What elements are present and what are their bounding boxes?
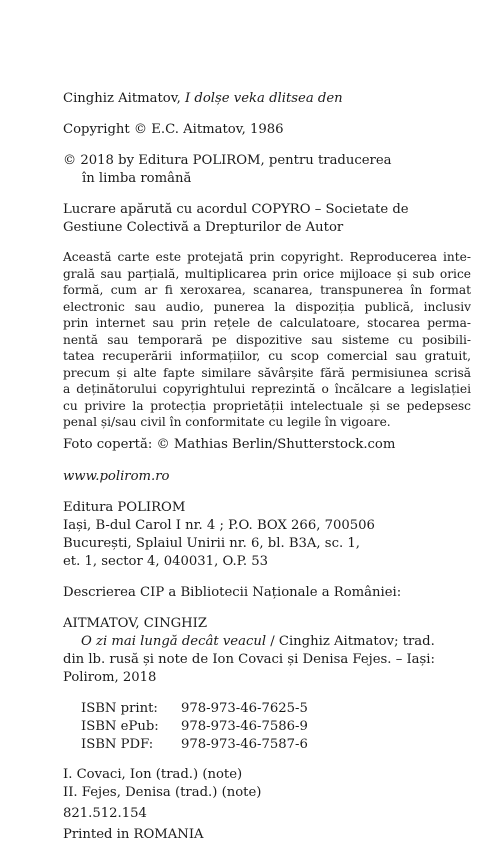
notice-line: precum și alte fapte similare săvârșite fără permisiunea scrisă (63, 365, 471, 380)
cip-author-entry: AITMATOV, CINGHIZ (63, 616, 208, 631)
website-link[interactable]: www.polirom.ro (63, 469, 170, 484)
original-author: Cinghiz Aitmatov, (63, 91, 186, 106)
cip-title-line (81, 633, 435, 651)
printed-in: Printed in ROMANIA (63, 827, 204, 842)
notice-line: formă, cum ar fi xeroxarea, scanarea, transpunerea în format (63, 283, 471, 297)
cip-title: O zi mai lungă decât veacul (81, 634, 267, 649)
agreement-line1: Lucrare apărută cu acordul COPYRO – Societate de (63, 202, 409, 217)
original-title: I dolșe veka dlitsea den (185, 91, 343, 106)
cip-heading: Descrierea CIP a Bibliotecii Naționale a României: (63, 585, 402, 600)
isbn-value: 978-973-46-7587-6 (181, 737, 308, 752)
isbn-pdf (81, 736, 308, 754)
isbn-value: 978-973-46-7625-5 (181, 701, 308, 716)
copyright-author: Copyright © E.C. Aitmatov, 1986 (63, 122, 284, 137)
cip-line2: din lb. rusă și note de Ion Covaci și Denisa Fejes. – Iași: (63, 652, 435, 667)
agreement-line2: Gestiune Colectivă a Drepturilor de Autor (63, 220, 344, 235)
isbn-value: 978-973-46-7586-9 (181, 719, 308, 734)
publisher-name: Editura POLIROM (63, 500, 186, 515)
isbn-epub (81, 718, 308, 736)
notice-line: prin internet sau prin rețele de calculatoare, stocarea perma- (63, 316, 471, 330)
isbn-label: ISBN ePub: (81, 719, 159, 734)
copyright-translation-line1: © 2018 by Editura POLIROM, pentru traducerea (63, 153, 392, 168)
copyright-notice (63, 249, 471, 431)
publisher-address-1: Iași, B-dul Carol I nr. 4 ; P.O. BOX 266, 700506 (63, 518, 375, 533)
contributor-2: II. Fejes, Denisa (trad.) (note) (63, 785, 262, 800)
isbn-label: ISBN print: (81, 701, 158, 716)
notice-line: cu privire la protecția proprietății intelectuale și se pedepsesc (63, 398, 471, 413)
notice-line: tatea recuperării informațiilor, cu scop comercial sau gratuit, (63, 349, 471, 363)
notice-line: grală sau parțială, multiplicarea prin orice mijloace și sub orice (63, 266, 471, 281)
isbn-label: ISBN PDF: (81, 737, 154, 752)
notice-line: Această carte este protejată prin copyright. Reproducerea inte- (63, 250, 471, 264)
publisher-address-3: et. 1, sector 4, 040031, O.P. 53 (63, 554, 269, 569)
notice-line: a deținătorului copyrightului reprezintă o încălcare a legislației (63, 382, 471, 396)
notice-line: penal și/sau civil în conformitate cu legile în vigoare. (63, 415, 391, 429)
cover-photo-credit: Foto copertă: © Mathias Berlin/Shutterstock.com (63, 437, 396, 452)
classification-number: 821.512.154 (63, 806, 147, 821)
isbn-print (81, 700, 308, 718)
cip-line3: Polirom, 2018 (63, 670, 157, 685)
original-title-line (63, 90, 343, 108)
notice-line: nentă sau temporară pe dispozitive sau sisteme cu posibili- (63, 332, 471, 347)
contributor-1: I. Covaci, Ion (trad.) (note) (63, 767, 243, 782)
notice-line: electronic sau audio, punerea la dispoziția publică, inclusiv (63, 299, 471, 314)
publisher-address-2: București, Splaiul Unirii nr. 6, bl. B3A, sc. 1, (63, 536, 360, 551)
cip-title-rest: / Cinghiz Aitmatov; trad. (266, 634, 435, 649)
copyright-translation-line2: în limba română (82, 171, 192, 186)
